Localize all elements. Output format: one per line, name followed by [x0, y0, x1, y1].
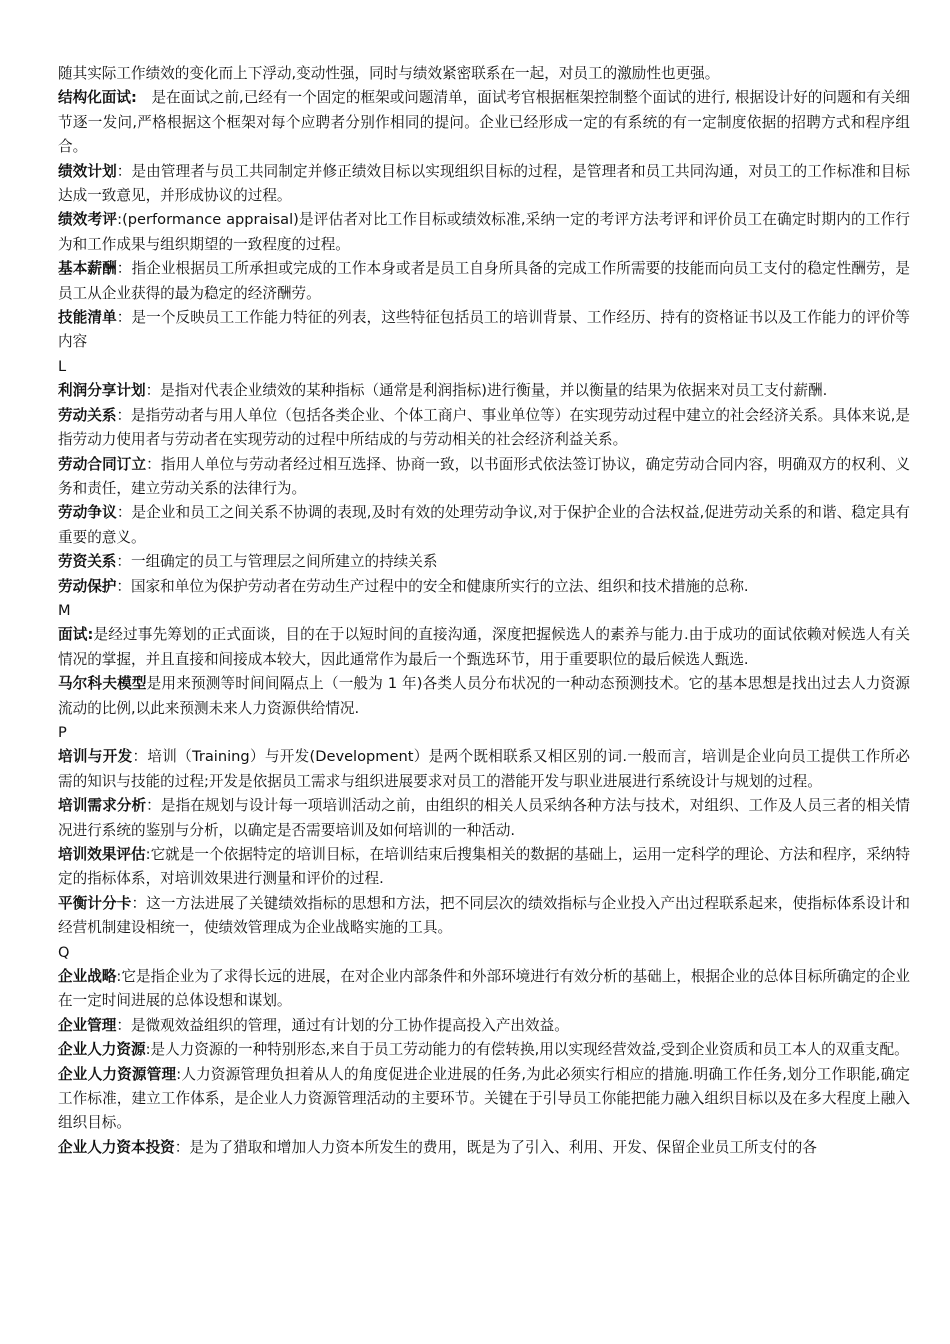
glossary-term: 面试: — [58, 626, 94, 644]
glossary-term: 企业战略 — [58, 968, 117, 986]
glossary-term: 企业管理 — [58, 1016, 117, 1034]
glossary-definition: ：是为了猎取和增加人力资本所发生的费用，既是为了引入、利用、开发、保留企业员工所支付的各 — [174, 1138, 817, 1156]
section-letter: M — [58, 601, 71, 619]
glossary-term: 马尔科夫模型 — [58, 675, 147, 693]
glossary-definition: ：是指对代表企业绩效的某种指标（通常是利润指标)进行衡量，并以衡量的结果为依据来对员工支付薪酬. — [145, 382, 828, 400]
section-letter: P — [58, 723, 67, 741]
section-letter: L — [58, 357, 67, 375]
glossary-definition: ：是微观效益组织的管理，通过有计划的分工协作提高投入产出效益。 — [116, 1016, 569, 1034]
glossary-term: 绩效计划 — [58, 162, 117, 180]
glossary-definition: 是在面试之前,已经有一个固定的框架或问题清单，面试考官根据框架控制整个面试的进行, 根据设计好的问题和有关细节逐一发问,严格根据这个框架对每个应聘者分别作相同的提问。企业已经形成一定的有系统的有一定制度依据的招聘方式和程序组合。 — [58, 89, 910, 156]
glossary-term: 劳动保护 — [58, 577, 117, 595]
glossary-definition: ：培训（Training）与开发(Development）是两个既相联系又相区别的词.一般而言，培训是企业向员工提供工作所必需的知识与技能的过程;开发是依据员工需求与组织进展要求对员工的潜能开发与职业进展进行系统设计与规划的过程。 — [58, 748, 910, 790]
glossary-term: 劳动合同订立 — [58, 455, 147, 473]
glossary-entry — [58, 208, 910, 257]
glossary-definition: :是人力资源的一种特别形态,来自于员工劳动能力的有偿转换,用以实现经营效益,受到企业资质和员工本人的双重支配。 — [145, 1041, 909, 1059]
glossary-definition: ：指企业根据员工所承担或完成的工作本身或者是员工自身所具备的完成工作所需要的技能而向员工支付的稳定性酬劳，是员工从企业获得的最为稳定的经济酬劳。 — [58, 260, 910, 302]
glossary-term: 利润分享计划 — [58, 382, 146, 400]
glossary-entry — [58, 794, 910, 843]
glossary-term: 劳动争议 — [58, 504, 117, 522]
text-paragraph — [58, 62, 910, 86]
glossary-entry — [58, 501, 910, 550]
glossary-term: 企业人力资本投资 — [58, 1138, 175, 1156]
glossary-entry — [58, 843, 910, 892]
glossary-entry — [58, 965, 910, 1014]
glossary-term: 绩效考评 — [58, 211, 118, 229]
glossary-entry — [58, 160, 910, 209]
glossary-term: 劳资关系 — [58, 553, 117, 571]
glossary-entry — [58, 550, 910, 574]
glossary-definition: ：是企业和员工之间关系不协调的表现,及时有效的处理劳动争议,对于保护企业的合法权益,促进劳动关系的和谐、稳定具有重要的意义。 — [58, 504, 911, 546]
glossary-definition: ：一组确定的员工与管理层之间所建立的持续关系 — [116, 553, 438, 571]
glossary-entry — [58, 745, 910, 794]
glossary-entry — [58, 672, 910, 721]
glossary-definition: :它是指企业为了求得长远的进展，在对企业内部条件和外部环境进行有效分析的基础上，根据企业的总体目标所确定的企业在一定时间进展的总体设想和谋划。 — [58, 968, 910, 1010]
glossary-entry — [58, 257, 910, 306]
glossary-entry — [58, 379, 910, 403]
glossary-term: 劳动关系 — [58, 406, 117, 424]
glossary-entry — [58, 1038, 910, 1062]
glossary-entry — [58, 306, 910, 355]
section-letter: Q — [58, 943, 70, 961]
glossary-term: 企业人力资源管理 — [58, 1065, 177, 1083]
glossary-definition: :(performance appraisal)是评估者对比工作目标或绩效标准,采纳一定的考评方法考评和评价员工在确定时期内的工作行为和工作成果与组织期望的一致程度的过程。 — [58, 211, 910, 253]
glossary-entry — [58, 623, 910, 672]
glossary-term: 企业人力资源 — [58, 1041, 146, 1059]
glossary-entry — [58, 892, 910, 941]
glossary-definition: ：国家和单位为保护劳动者在劳动生产过程中的安全和健康所实行的立法、组织和技术措施的总称. — [116, 577, 749, 595]
glossary-entry — [58, 1063, 910, 1136]
glossary-term: 平衡计分卡 — [58, 894, 132, 912]
glossary-definition: :它就是一个依据特定的培训目标，在培训结束后搜集相关的数据的基础上，运用一定科学的理论、方法和程序，采纳特定的指标体系，对培训效果进行测量和评价的过程. — [58, 846, 910, 888]
glossary-definition: ：这一方法进展了关键绩效指标的思想和方法，把不同层次的绩效指标与企业投入产出过程联系起来，使指标体系设计和经营机制建设相统一，使绩效管理成为企业战略实施的工具。 — [58, 894, 910, 937]
glossary-definition: 随其实际工作绩效的变化而上下浮动,变动性强，同时与绩效紧密联系在一起，对员工的激励性也更强。 — [58, 65, 720, 82]
glossary-definition: ：是一个反映员工工作能力特征的列表，这些特征包括员工的培训背景、工作经历、持有的资格证书以及工作能力的评价等内容 — [58, 309, 910, 351]
glossary-definition: ：指用人单位与劳动者经过相互选择、协商一致，以书面形式依法签订协议，确定劳动合同内容，明确双方的权利、义务和责任，建立劳动关系的法律行为。 — [58, 455, 910, 497]
glossary-term: 基本薪酬 — [58, 260, 117, 278]
glossary-definition: ：是指在规划与设计每一项培训活动之前，由组织的相关人员采纳各种方法与技术，对组织、工作及人员三者的相关情况进行系统的鉴别与分析，以确定是否需要培训及如何培训的一种活动. — [58, 797, 910, 839]
glossary-definition: :人力资源管理负担着从人的角度促进企业进展的任务,为此必须实行相应的措施.明确工作任务,划分工作职能,确定工作标准，建立工作体系，是企业人力资源管理活动的主要环节。关键在于引导员工你能把能力融入组织目标以及在多大程度上融入组织目标。 — [58, 1065, 910, 1132]
glossary-definition: ：是指劳动者与用人单位（包括各类企业、个体工商户、事业单位等）在实现劳动过程中建立的社会经济关系。具体来说,是指劳动力使用者与劳动者在实现劳动的过程中所结成的与劳动相关的社会经济利益关系。 — [58, 406, 910, 449]
glossary-definition: 是用来预测等时间间隔点上（一般为 1 年)各类人员分布状况的一种动态预测技术。它的基本思想是找出过去人力资源流动的比例,以此来预测未来人力资源供给情况. — [58, 675, 910, 717]
glossary-definition: ：是由管理者与员工共同制定并修正绩效目标以实现组织目标的过程，是管理者和员工共同沟通，对员工的工作标准和目标达成一致意见，并形成协议的过程。 — [58, 162, 910, 205]
glossary-entry — [58, 86, 910, 159]
glossary-term: 培训与开发 — [58, 748, 133, 766]
glossary-term: 培训需求分析 — [58, 797, 147, 815]
glossary-term: 培训效果评估 — [58, 846, 146, 863]
glossary-term: 技能清单 — [58, 309, 117, 327]
glossary-entry — [58, 1014, 910, 1038]
glossary-entry — [58, 1136, 910, 1160]
glossary-entry — [58, 453, 910, 502]
glossary-entry — [58, 404, 910, 453]
glossary-entry — [58, 575, 910, 599]
glossary-definition: 是经过事先筹划的正式面谈，目的在于以短时间的直接沟通，深度把握候选人的素养与能力.由于成功的面试依赖对候选人有关情况的掌握，并且直接和间接成本较大，因此通常作为最后一个甄选环节，用于重要职位的最后候选人甄选. — [58, 626, 910, 668]
glossary-term: 结构化面试: — [58, 89, 137, 107]
